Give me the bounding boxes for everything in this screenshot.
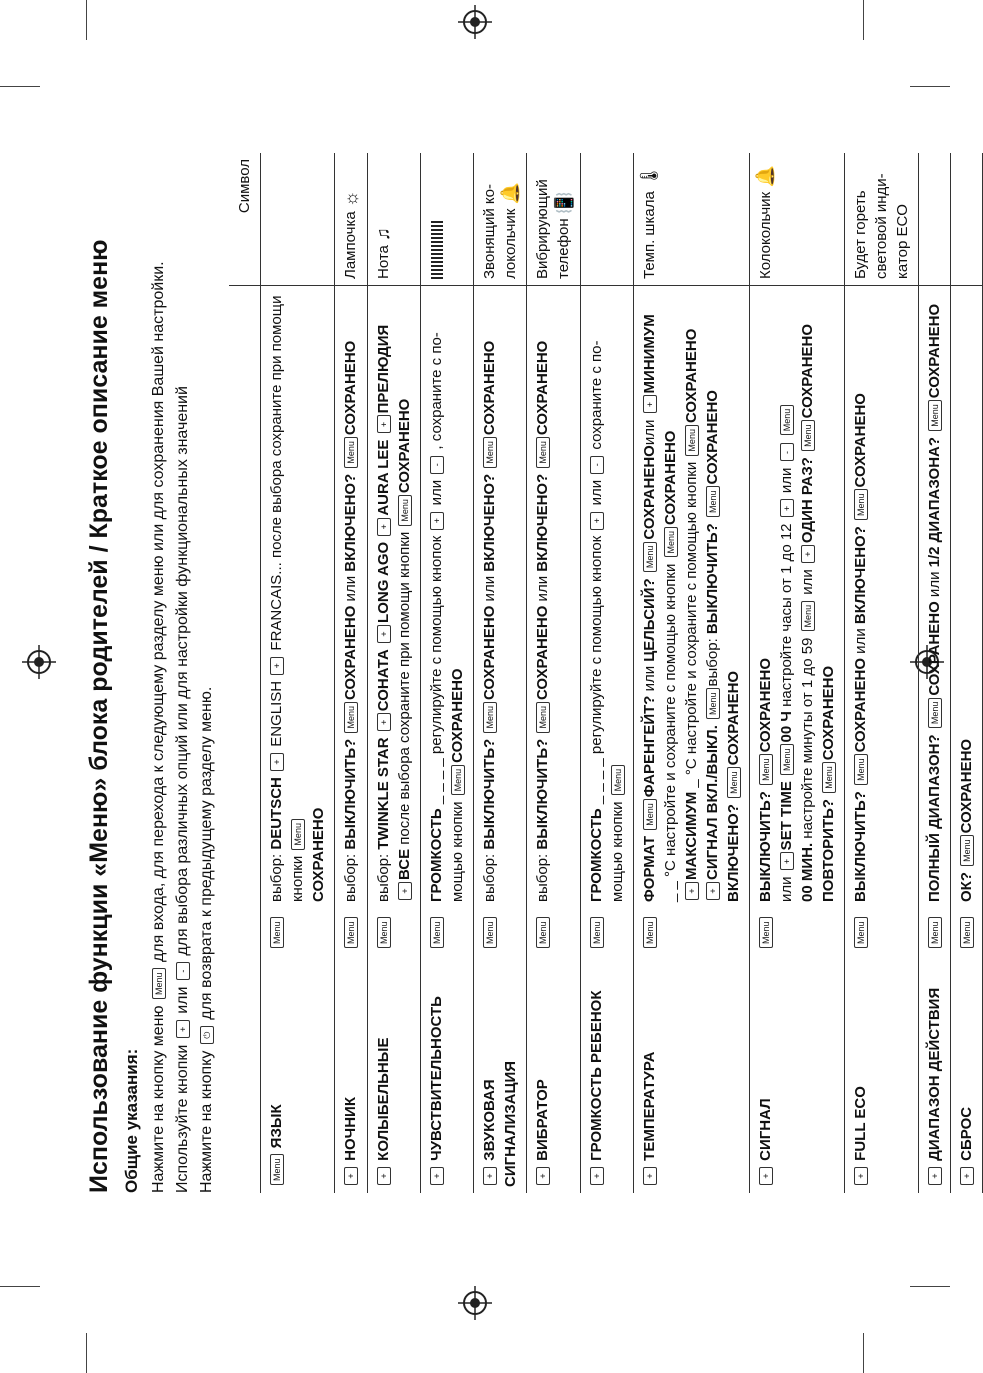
description-text: или: [777, 876, 795, 902]
menu-button-icon: Menu: [451, 765, 465, 796]
plus-button-icon: +: [270, 657, 284, 675]
general-heading: Общие указания:: [122, 1048, 141, 1193]
menu-button-icon: Menu: [590, 917, 604, 948]
menu-button-icon: Menu: [643, 917, 657, 948]
row-name: ЗВУКОВАЯ СИГНАЛИЗАЦИЯ: [480, 1060, 519, 1187]
description-text: или: [427, 479, 445, 506]
menu-button-icon: Menu: [643, 542, 657, 573]
description-text: выбор:: [703, 638, 721, 687]
description-text: СОХРАНЕНО: [342, 340, 359, 436]
minus-button-icon: -: [176, 962, 190, 980]
menu-button-icon: Menu: [152, 969, 166, 1000]
description-text: или: [777, 467, 795, 494]
row-name: НОЧНИК: [342, 1097, 359, 1161]
description-text: СИГНАЛ ВКЛ./ВЫКЛ.: [703, 725, 721, 880]
description-text: настройте минуты от 1 до 59: [798, 637, 816, 839]
description-text: ГРОМКОСТЬ: [427, 808, 445, 902]
description-text: ГРОМКОСТЬ: [587, 808, 605, 902]
description-text: СОХРАНЕНО: [661, 430, 679, 525]
plus-button-icon: +: [643, 1167, 657, 1185]
bell-icon: 🔔: [755, 165, 776, 188]
table-row: [367, 153, 420, 1193]
plus-button-icon: +: [685, 882, 699, 900]
plus-button-icon: +: [377, 1167, 391, 1185]
music-note-icon: ♫: [373, 227, 394, 241]
description-text: или: [640, 419, 658, 446]
description-text: или: [925, 571, 943, 598]
row-name: ВИБРАТОР: [534, 1079, 552, 1161]
menu-button-icon: Menu: [928, 400, 942, 431]
description-text: СОХРАНЕНО: [756, 657, 774, 753]
plus-button-icon: +: [759, 1167, 773, 1185]
plus-button-icon: +: [801, 545, 815, 563]
description-text: СОХРАНЕНО: [310, 807, 327, 902]
description-text: выбор:: [342, 853, 359, 902]
description-text: СОНАТА: [374, 649, 392, 712]
minus-button-icon: -: [430, 456, 444, 474]
plus-button-icon: +: [430, 1167, 444, 1185]
description-text: ВЫКЛЮЧИТЬ?: [851, 791, 869, 902]
minus-button-icon: -: [780, 443, 794, 461]
menu-button-icon: Menu: [928, 698, 942, 729]
description-text: ФАРЕНГЕЙТ?: [640, 695, 658, 798]
description-text: 00 Ч: [777, 711, 795, 743]
description-text: или: [587, 479, 605, 506]
plus-button-icon: +: [706, 882, 720, 900]
symbol-label: Будет гореть световой инди-катор ECO: [851, 173, 911, 279]
menu-button-icon: Menu: [344, 702, 358, 733]
plus-button-icon: +: [377, 625, 391, 643]
description-text: ПОЛНЫЙ ДИАПАЗОН?: [925, 734, 943, 902]
row-description: [473, 286, 527, 909]
description-text: ВКЛЮЧЕНО?: [534, 473, 552, 572]
description-text: ОК?: [957, 872, 975, 902]
row-description: [335, 286, 368, 909]
description-text: или: [342, 575, 359, 602]
row-description: [527, 286, 581, 909]
row-description: ФОРМАТ MenuФАРЕНГЕЙТ? или ЦЕЛЬСИЙ? MenuСОХРАНЕНОили +МИНИМУМ _ _ °C настройте и сохраните с помощью кнопки MenuСОХРАНЕНО +МАКСИМУМ _ °C настройте и сохраните с помощью кнопки MenuСОХРАНЕНО +СИГНАЛ ВКЛ./ВЫКЛ. Menuвыбор: ВЫКЛЮЧИТЬ? MenuСОХРАНЕНО ВКЛЮЧЕНО? MenuСОХРАНЕНО: [640, 314, 742, 902]
menu-button-icon: Menu: [536, 917, 550, 948]
menu-button-icon: Menu: [344, 437, 358, 468]
description-text: выбор:: [268, 853, 285, 902]
description-text: или: [851, 628, 869, 654]
table-header-row: [229, 153, 261, 1193]
table-row: [473, 153, 527, 1193]
symbol-label: Лампочка: [342, 211, 359, 279]
table-row: [335, 153, 368, 1193]
description-text: , сохраните с по-мощью кнопки: [427, 332, 466, 902]
description-text: СОХРАНЕНО: [480, 340, 498, 436]
menu-button-icon: Menu: [780, 744, 794, 775]
plus-button-icon: +: [854, 1167, 868, 1185]
description-text: СОХРАНЕНО: [957, 738, 975, 834]
table-row: [420, 153, 473, 1193]
description-text: ПРЕЛЮДИЯ: [374, 324, 392, 414]
row-name: ЧУВСТВИТЕЛЬНОСТЬ: [427, 996, 445, 1161]
description-text: регулируйте с помощью кнопок: [587, 535, 605, 755]
menu-button-icon: Menu: [706, 486, 720, 517]
description-text: или: [798, 569, 816, 595]
menu-button-icon: Menu: [801, 601, 815, 632]
row-description: [261, 286, 335, 909]
plus-button-icon: +: [430, 512, 444, 530]
description-text: СОХРАНЕНО: [534, 340, 552, 436]
description-text: ВКЛЮЧЕНО?: [342, 473, 359, 572]
menu-button-icon: Menu: [759, 754, 773, 785]
plus-button-icon: +: [590, 512, 604, 530]
table-row: [749, 153, 844, 1193]
menu-button-icon: Menu: [430, 917, 444, 948]
menu-button-icon: Menu: [854, 754, 868, 785]
plus-button-icon: +: [377, 713, 391, 731]
description-text: МАКСИМУМ: [682, 791, 700, 880]
description-text: СОХРАНЕНО: [480, 605, 498, 701]
description-text: ОДИН РАЗ?: [798, 457, 816, 544]
plus-button-icon: +: [643, 395, 657, 413]
menu-button-icon: Menu: [536, 702, 550, 733]
plus-button-icon: +: [377, 415, 391, 433]
lamp-icon: ☼: [340, 190, 361, 208]
description-text: СОХРАНЕНО: [851, 393, 869, 488]
description-text: ФОРМАТ: [640, 835, 658, 902]
menu-button-icon: Menu: [483, 437, 497, 468]
description-text: ВСЕ: [395, 848, 413, 880]
description-text: ВЫКЛЮЧИТЬ?: [480, 738, 498, 850]
thermometer-icon: 🌡: [639, 164, 660, 188]
plus-button-icon: +: [483, 1167, 497, 1185]
plus-button-icon: +: [344, 1167, 358, 1185]
description-text: СОХРАНЕНО: [395, 398, 413, 494]
row-description: [844, 286, 918, 909]
description-text: СОХРАНЕНО: [342, 605, 359, 701]
menu-button-icon: Menu: [727, 767, 741, 798]
general-note-2: Используйте кнопки + или - для выбора различных опций или для настройки функциональных значений: [174, 386, 191, 1193]
description-text: или: [640, 665, 658, 692]
description-text: °C настройте и сохраните с помощью кнопки: [661, 563, 679, 877]
description-text: СОХРАНЕНО: [448, 668, 466, 763]
menu-button-icon: Menu: [270, 917, 284, 948]
menu-button-icon: Menu: [854, 489, 868, 520]
description-text: ENGLISH: [268, 680, 285, 747]
menu-button-icon: Menu: [960, 917, 974, 948]
menu-button-icon: Menu: [780, 405, 794, 436]
symbol-label: Звонящий ко-локольчик: [480, 184, 519, 279]
menu-button-icon: Menu: [483, 917, 497, 948]
description-text: СОХРАНЕНО: [925, 303, 943, 399]
menu-button-icon: Menu: [960, 835, 974, 866]
plus-button-icon: +: [780, 852, 794, 870]
description-text: СОХРАНЕНО: [819, 665, 837, 761]
symbol-label: Колокольчик: [756, 191, 774, 279]
menu-button-icon: Menu: [685, 425, 699, 456]
symbol-label: Нота: [374, 245, 392, 279]
table-row: [844, 153, 918, 1193]
menu-button-icon: Menu: [664, 527, 678, 558]
table-row: [527, 153, 581, 1193]
description-text: ПОВТОРИТЬ?: [819, 798, 837, 902]
description-text: ВЫКЛЮЧИТЬ?: [756, 791, 774, 902]
description-text: МИНИМУМ: [640, 314, 658, 394]
description-text: выбор:: [374, 853, 392, 902]
description-text: или: [534, 575, 552, 602]
menu-button-icon: Menu: [536, 437, 550, 468]
row-name: ЯЗЫК: [268, 1104, 285, 1149]
description-text: ВЫКЛЮЧИТЬ?: [534, 738, 552, 850]
menu-button-icon: Menu: [270, 1154, 284, 1185]
row-description: [950, 286, 982, 909]
minus-button-icon: -: [590, 456, 604, 474]
row-description: [749, 286, 844, 909]
row-name: СИГНАЛ: [756, 1098, 774, 1161]
description-text: ЦЕЛЬСИЙ?: [640, 578, 658, 662]
symbol-label: Темп. шкала: [640, 191, 658, 279]
menu-table: [229, 153, 983, 1193]
description-text: 00 МИН.: [798, 842, 816, 902]
description-text: после выбора сохраните при помощи кнопки: [395, 531, 413, 845]
plus-button-icon: +: [536, 1167, 550, 1185]
description-text: 1/2 ДИАПАЗОНА?: [925, 436, 943, 568]
page-title: Использование функции «Меню» блока родителей / Краткое описание меню: [85, 239, 113, 1193]
description-text: выбор:: [480, 853, 498, 902]
page-content: [85, 143, 983, 1193]
menu-button-icon: Menu: [377, 917, 391, 948]
menu-button-icon: Menu: [928, 917, 942, 948]
ringing-bell-icon: 🔔: [500, 182, 521, 205]
menu-button-icon: Menu: [822, 762, 836, 793]
description-text: регулируйте с помощью кнопок: [427, 535, 445, 755]
menu-button-icon: Menu: [801, 420, 815, 451]
description-text: SET TIME: [777, 781, 795, 851]
description-text: сохраните с по-мощью кнопки: [587, 340, 626, 902]
menu-button-icon: Menu: [344, 917, 358, 948]
description-text: °C настройте и сохраните с помощью кнопки: [682, 461, 700, 776]
plus-button-icon: +: [590, 1167, 604, 1185]
description-text: СОХРАНЕНО: [682, 328, 700, 424]
row-name: FULL ECO: [851, 1086, 869, 1161]
plus-button-icon: +: [960, 1167, 974, 1185]
plus-button-icon: +: [270, 753, 284, 771]
description-text: выбор:: [534, 853, 552, 902]
description-text: ВКЛЮЧЕНО?: [724, 804, 742, 902]
description-text: DEUTSCH: [268, 777, 285, 850]
description-text: ВЫКЛЮЧИТЬ?: [342, 738, 359, 850]
description-text: СОХРАНЕНО: [640, 445, 658, 540]
menu-button-icon: Menu: [611, 765, 625, 796]
table-row: [261, 153, 335, 1193]
description-text: или: [480, 575, 498, 602]
menu-button-icon: Menu: [854, 917, 868, 948]
table-row: [918, 153, 950, 1193]
description-text: СОХРАНЕНО: [724, 670, 742, 766]
row-name: ГРОМКОСТЬ РЕБЕНОК: [587, 990, 605, 1161]
description-text: СОХРАНЕНО: [925, 601, 943, 696]
description-text: TWINKLE STAR: [374, 737, 392, 850]
menu-button-icon: Menu: [398, 495, 412, 526]
table-row: [950, 153, 982, 1193]
menu-button-icon: Menu: [706, 688, 720, 719]
description-text: настройте часы от 1 до 12: [777, 523, 795, 707]
row-name: СБРОС: [957, 1106, 975, 1161]
menu-button-icon: Menu: [759, 917, 773, 948]
description-text: СОХРАНЕНО: [851, 657, 869, 753]
row-description: [918, 286, 950, 909]
table-row: [580, 153, 633, 1193]
symbol-column-header: Символ: [229, 153, 261, 286]
table-row: [633, 153, 749, 1193]
level-bar-icon: [431, 219, 443, 279]
description-text: СОХРАНЕНО: [703, 390, 721, 485]
row-description: ГРОМКОСТЬ _ _ _ _ регулируйте с помощью кнопок + или - , сохраните с по-мощью кнопки MenuСОХРАНЕНО: [427, 332, 466, 902]
vibrating-phone-icon: 📳: [553, 191, 574, 215]
menu-button-icon: Menu: [483, 702, 497, 733]
menu-button-icon: Menu: [643, 799, 657, 830]
description-text: LONG AGO: [374, 541, 392, 623]
general-note-1: Нажмите на кнопку меню Menu для входа, для перехода к следующему разделу меню или для сохранения Вашей настройки.: [150, 261, 167, 1193]
description-text: ВКЛЮЧЕНО?: [851, 526, 869, 625]
plus-button-icon: +: [780, 499, 794, 517]
symbol-label: Вибрирующий телефон: [534, 179, 573, 279]
general-note-3: Нажмите на кнопку ⏻ для возврата к предыдущему разделу меню.: [198, 686, 215, 1193]
description-text: ВЫКЛЮЧИТЬ?: [703, 523, 721, 635]
power-button-icon: ⏻: [200, 1026, 214, 1044]
plus-button-icon: +: [377, 518, 391, 536]
description-text: FRANCAIS... после выбора сохраните при помощи кнопки: [268, 295, 306, 902]
description-text: СОХРАНЕНО: [798, 323, 816, 419]
menu-button-icon: Menu: [291, 819, 305, 850]
description-text: ВКЛЮЧЕНО?: [480, 473, 498, 572]
row-name: КОЛЫБЕЛЬНЫЕ: [374, 1037, 392, 1161]
description-text: AURA LEE: [374, 439, 392, 516]
plus-button-icon: +: [928, 1167, 942, 1185]
row-description: ГРОМКОСТЬ _ _ _ _ регулируйте с помощью кнопок + или - сохраните с по-мощью кнопки Menu: [587, 340, 626, 902]
row-name: ДИАПАЗОН ДЕЙСТВИЯ: [925, 987, 943, 1161]
plus-button-icon: +: [398, 882, 412, 900]
plus-button-icon: +: [176, 1020, 190, 1038]
row-description: [367, 286, 420, 909]
row-name: ТЕМПЕРАТУРА: [640, 1051, 658, 1161]
description-text: СОХРАНЕНО: [534, 605, 552, 701]
